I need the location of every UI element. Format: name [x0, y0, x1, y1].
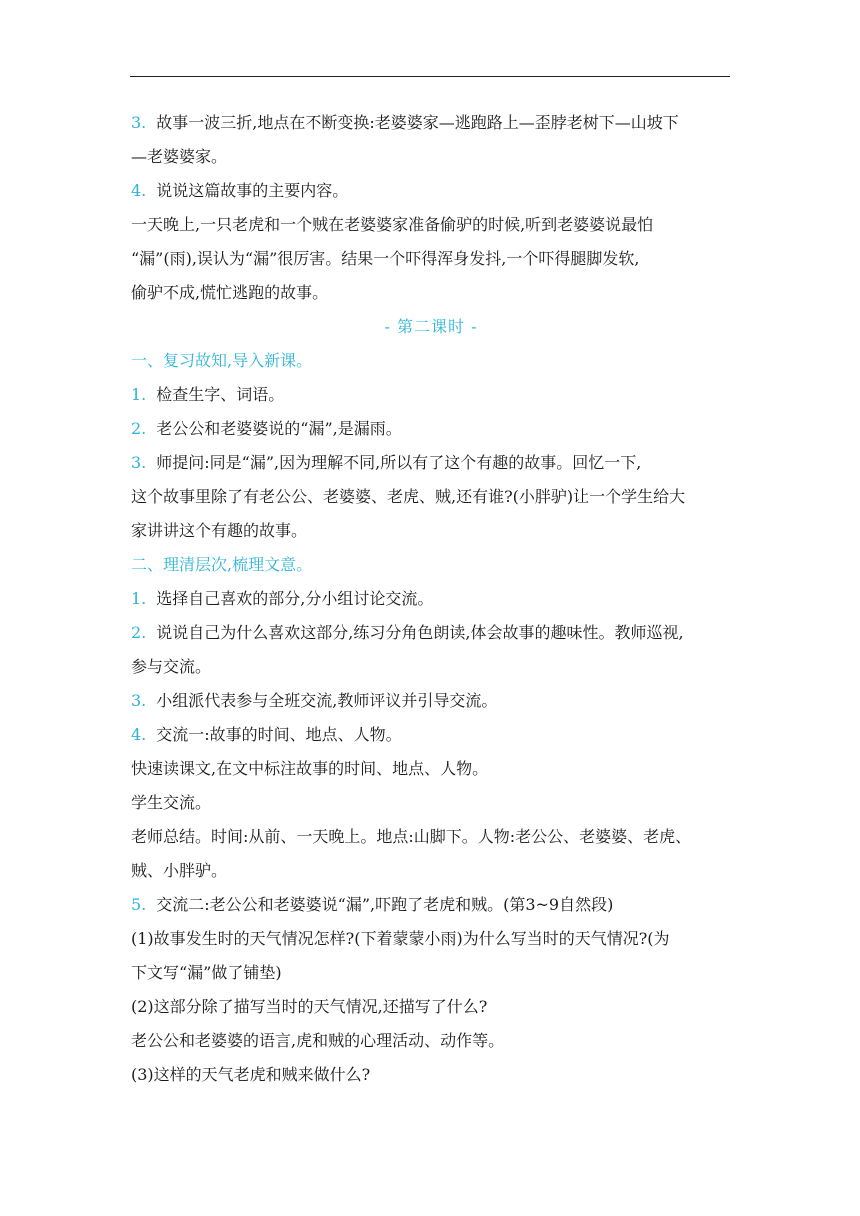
- line-text: 学生交流。: [131, 793, 212, 812]
- text-line: [131, 208, 731, 242]
- text-line: [131, 650, 731, 684]
- line-text: —老婆婆家。: [131, 147, 228, 166]
- text-line: [131, 242, 731, 276]
- item-number: 1.: [131, 385, 147, 404]
- line-text: 快速读课文,在文中标注故事的时间、地点、人物。: [131, 759, 489, 778]
- text-line: [131, 514, 731, 548]
- text-line: [131, 106, 731, 140]
- item-number: 4.: [131, 181, 147, 200]
- text-line: [131, 786, 731, 820]
- line-text: 家讲讲这个有趣的故事。: [131, 521, 308, 540]
- line-text: 小组派代表参与全班交流,教师评议并引导交流。: [156, 691, 498, 710]
- text-line: [131, 990, 731, 1024]
- text-line: [131, 276, 731, 310]
- item-number: 3.: [131, 113, 147, 132]
- lesson-body: [131, 106, 731, 1092]
- line-text: 参与交流。: [131, 657, 212, 676]
- text-line: [131, 446, 731, 480]
- line-text: 选择自己喜欢的部分,分小组讨论交流。: [156, 589, 434, 608]
- line-text: 老师总结。时间:从前、一天晚上。地点:山脚下。人物:老公公、老婆婆、老虎、: [131, 827, 692, 846]
- line-text: 老公公和老婆婆说的“漏”,是漏雨。: [156, 419, 402, 438]
- line-text: (3)这样的天气老虎和贼来做什么?: [131, 1065, 371, 1084]
- line-text: (1)故事发生时的天气情况怎样?(下着蒙蒙小雨)为什么写当时的天气情况?(为: [131, 929, 670, 948]
- text-line: [131, 752, 731, 786]
- section-heading: 一、复习故知,导入新课。: [131, 351, 313, 370]
- item-number: 5.: [131, 895, 147, 914]
- section-heading: 二、理清层次,梳理文意。: [131, 555, 313, 574]
- text-line: [131, 684, 731, 718]
- item-number: 3.: [131, 691, 147, 710]
- item-number: 1.: [131, 589, 147, 608]
- line-text: 贼、小胖驴。: [131, 861, 228, 880]
- text-line: [131, 378, 731, 412]
- item-number: 4.: [131, 725, 147, 744]
- text-line: [131, 922, 731, 956]
- text-line: [131, 480, 731, 514]
- line-text: 故事一波三折,地点在不断变换:老婆婆家—逃跑路上—歪脖老树下—山坡下: [156, 113, 679, 132]
- item-number: 3.: [131, 453, 147, 472]
- line-text: 交流二:老公公和老婆婆说“漏”,吓跑了老虎和贼。(第3~9自然段): [156, 895, 614, 914]
- text-line: [131, 854, 731, 888]
- line-text: (2)这部分除了描写当时的天气情况,还描写了什么?: [131, 997, 488, 1016]
- text-line: [131, 174, 731, 208]
- line-text: 这个故事里除了有老公公、老婆婆、老虎、贼,还有谁?(小胖驴)让一个学生给大: [131, 487, 686, 506]
- line-text: 检查生字、词语。: [156, 385, 285, 404]
- line-text: 偷驴不成,慌忙逃跑的故事。: [131, 283, 329, 302]
- item-number: 2.: [131, 623, 147, 642]
- line-text: 老公公和老婆婆的语言,虎和贼的心理活动、动作等。: [131, 1031, 505, 1050]
- text-line: [131, 412, 731, 446]
- line-text: 交流一:故事的时间、地点、人物。: [156, 725, 402, 744]
- text-line: [131, 956, 731, 990]
- text-line: [131, 888, 731, 922]
- line-text: 师提问:同是“漏”,因为理解不同,所以有了这个有趣的故事。回忆一下,: [156, 453, 642, 472]
- text-line: [131, 140, 731, 174]
- text-line: [131, 616, 731, 650]
- line-text: 说说自己为什么喜欢这部分,练习分角色朗读,体会故事的趣味性。教师巡视,: [156, 623, 684, 642]
- header-rule: [130, 76, 730, 77]
- line-text: 一天晚上,一只老虎和一个贼在老婆婆家准备偷驴的时候,听到老婆婆说最怕: [131, 215, 654, 234]
- text-line: [131, 718, 731, 752]
- line-text: “漏”(雨),误认为“漏”很厉害。结果一个吓得浑身发抖,一个吓得腿脚发软,: [131, 249, 640, 268]
- item-number: 2.: [131, 419, 147, 438]
- section-title: - 第二课时 -: [384, 317, 478, 336]
- text-line: [131, 582, 731, 616]
- line-text: 下文写“漏”做了铺垫): [131, 963, 282, 982]
- text-line: [131, 1024, 731, 1058]
- text-line: [131, 820, 731, 854]
- line-text: 说说这篇故事的主要内容。: [156, 181, 349, 200]
- text-line: [131, 1058, 731, 1092]
